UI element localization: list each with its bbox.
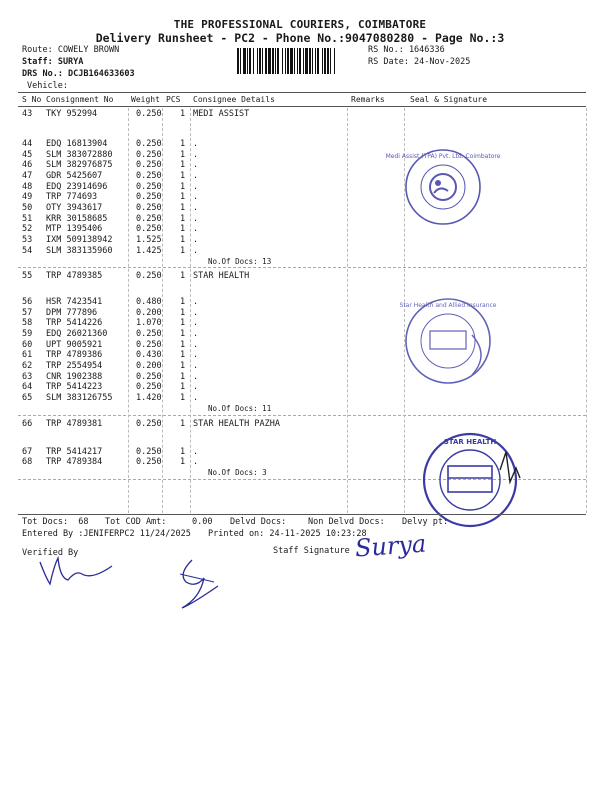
cell-wt: 0.200: [136, 307, 162, 318]
cell-cons: TRP 4789381: [46, 418, 103, 429]
cell-detail: .: [193, 224, 199, 235]
cell-sno: 60: [22, 339, 33, 350]
header-bottom-rule: [18, 106, 586, 107]
printed-on: Printed on: 24-11-2025 10:23:28: [208, 529, 367, 539]
cell-wt: 0.250: [136, 457, 162, 468]
group-docs-count: No.Of Docs: 11: [208, 404, 272, 414]
cell-detail: .: [193, 202, 199, 213]
cell-detail: STAR HEALTH: [193, 271, 250, 282]
vehicle-label: Vehicle:: [27, 81, 68, 91]
cell-wt: 1.425: [136, 245, 162, 256]
cell-sno: 58: [22, 318, 33, 329]
cell-cons: TRP 2554954: [46, 361, 103, 372]
cell-sno: 51: [22, 213, 33, 224]
cell-detail: .: [193, 234, 199, 245]
cell-wt: 0.250: [136, 339, 162, 350]
cell-sno: 68: [22, 457, 33, 468]
cell-detail: .: [193, 181, 199, 192]
column-guide: [586, 108, 587, 513]
cell-detail: .: [193, 371, 199, 382]
cell-detail: .: [193, 350, 199, 361]
tot-docs: Tot Docs: 68: [22, 517, 89, 527]
cell-cons: KRR 30158685: [46, 213, 108, 224]
cell-wt: 0.430: [136, 350, 162, 361]
cell-cons: DPM 777896: [46, 307, 98, 318]
cell-pcs: 1: [180, 350, 186, 361]
cell-wt: 1.525: [136, 234, 162, 245]
cell-cons: MTP 1395406: [46, 224, 103, 235]
cell-detail: .: [193, 393, 199, 403]
cell-pcs: 1: [180, 170, 186, 181]
cell-cons: SLM 382976875: [46, 160, 113, 171]
cell-cons: TRP 5414226: [46, 318, 103, 329]
cell-sno: 65: [22, 393, 33, 403]
cell-sno: 64: [22, 382, 33, 393]
cell-detail: .: [193, 318, 199, 329]
cell-sno: 62: [22, 361, 33, 372]
star-health-stamp-1: [399, 295, 497, 387]
cell-detail: .: [193, 382, 199, 393]
delvd-docs: Delvd Docs:: [230, 517, 287, 527]
column-guide: [347, 108, 348, 513]
cell-sno: 50: [22, 202, 33, 213]
cell-wt: 0.200: [136, 361, 162, 372]
entered-by: Entered By :JENIFERPC2 11/24/2025: [22, 529, 191, 539]
delvy-pt: Delvy pt:: [402, 517, 449, 527]
verifier-signature: [38, 552, 118, 592]
staff-label: Staff: SURYA: [22, 57, 84, 67]
cell-sno: 56: [22, 297, 33, 308]
cell-wt: 1.420: [136, 393, 162, 403]
initial-signature: [172, 556, 222, 612]
cell-wt: 0.250: [136, 213, 162, 224]
cell-wt: 0.250: [136, 170, 162, 181]
cell-wt: 0.250: [136, 192, 162, 203]
cell-wt: 0.480: [136, 297, 162, 308]
cell-cons: GDR 5425607: [46, 170, 103, 181]
cell-pcs: 1: [180, 213, 186, 224]
verified-by-label: Verified By: [22, 548, 79, 558]
col-remarks: Remarks: [351, 95, 385, 104]
cell-detail: .: [193, 329, 199, 340]
cell-detail: .: [193, 213, 199, 224]
cell-sno: 67: [22, 446, 33, 457]
cell-sno: 49: [22, 192, 33, 203]
cell-pcs: 1: [180, 307, 186, 318]
stamp3-text: STAR HEALTH: [443, 438, 497, 446]
cell-detail: .: [193, 457, 199, 468]
cell-cons: SLM 383126755: [46, 393, 113, 403]
cell-sno: 46: [22, 160, 33, 171]
cell-pcs: 1: [180, 329, 186, 340]
cell-pcs: 1: [180, 457, 186, 468]
route-label: Route: COWELY BROWN: [22, 45, 120, 55]
cell-pcs: 1: [180, 109, 186, 119]
cell-detail: .: [193, 446, 199, 457]
drs-label: DRS No.: DCJB164633603: [22, 69, 135, 79]
cell-cons: TRP 4789384: [46, 457, 103, 468]
cell-pcs: 1: [180, 418, 186, 429]
rs-no: RS No.: 1646336: [368, 45, 445, 55]
cell-sno: 66: [22, 418, 33, 429]
staff-signature: Surya: [354, 529, 428, 563]
cell-wt: 1.070: [136, 318, 162, 329]
cell-cons: OTY 3943617: [46, 202, 103, 213]
group-separator: [18, 267, 586, 268]
cell-cons: TRP 774693: [46, 192, 98, 203]
cell-sno: 54: [22, 245, 33, 256]
company-title: THE PROFESSIONAL COURIERS, COIMBATORE: [173, 18, 427, 31]
cell-detail: .: [193, 361, 199, 372]
cell-cons: IXM 509138942: [46, 234, 113, 245]
cell-detail: .: [193, 192, 199, 203]
cell-detail: .: [193, 160, 199, 171]
group-docs-count: No.Of Docs: 13: [208, 256, 272, 266]
column-guide: [162, 108, 163, 513]
cell-sno: 61: [22, 350, 33, 361]
cell-wt: 0.250: [136, 371, 162, 382]
cell-cons: TRP 4789385: [46, 271, 103, 282]
cell-cons: HSR 7423541: [46, 297, 103, 308]
cell-pcs: 1: [180, 318, 186, 329]
tot-cod: Tot COD Amt: 0.00: [105, 517, 213, 527]
barcode: [237, 48, 365, 74]
cell-wt: 0.250: [136, 149, 162, 160]
cell-wt: 0.250: [136, 160, 162, 171]
cell-sno: 44: [22, 139, 33, 149]
cell-pcs: 1: [180, 139, 186, 149]
staff-signature-label: Staff Signature: [273, 546, 350, 556]
cell-wt: 0.250: [136, 224, 162, 235]
cell-wt: 0.250: [136, 329, 162, 340]
col-pcs: PCS: [166, 95, 181, 104]
cell-detail: .: [193, 297, 199, 308]
cell-sno: 45: [22, 149, 33, 160]
col-sno: S No: [22, 95, 42, 104]
cell-wt: 0.250: [136, 139, 162, 149]
cell-pcs: 1: [180, 382, 186, 393]
cell-sno: 57: [22, 307, 33, 318]
cell-pcs: 1: [180, 160, 186, 171]
cell-pcs: 1: [180, 371, 186, 382]
header-top-rule: [18, 92, 586, 93]
cell-sno: 53: [22, 234, 33, 245]
runsheet-subtitle: Delivery Runsheet - PC2 - Phone No.:9047080280 - Page No.:3: [95, 31, 505, 45]
cell-pcs: 1: [180, 446, 186, 457]
group-separator: [18, 415, 586, 416]
cell-sno: 63: [22, 371, 33, 382]
cell-sno: 52: [22, 224, 33, 235]
stamp1-text: Medi Assist (TPA) Pvt. Ltd. Coimbatore: [385, 153, 501, 160]
cell-cons: UPT 9005921: [46, 339, 103, 350]
cell-detail: STAR HEALTH PAZHA: [193, 418, 280, 429]
cell-detail: .: [193, 245, 199, 256]
medi-assist-stamp: [385, 146, 501, 228]
cell-cons: TRP 5414223: [46, 382, 103, 393]
cell-cons: EDQ 26021360: [46, 329, 108, 340]
cell-wt: 0.250: [136, 271, 162, 282]
cell-cons: TKY 952994: [46, 109, 98, 119]
col-consignee: Consignee Details: [193, 95, 275, 104]
cell-pcs: 1: [180, 245, 186, 256]
cell-detail: .: [193, 170, 199, 181]
cell-pcs: 1: [180, 192, 186, 203]
cell-wt: 0.250: [136, 181, 162, 192]
cell-pcs: 1: [180, 393, 186, 403]
non-delvd-docs: Non Delvd Docs:: [308, 517, 385, 527]
cell-detail: MEDI ASSIST: [193, 109, 250, 119]
column-guide: [128, 108, 129, 513]
cell-cons: SLM 383072880: [46, 149, 113, 160]
cell-sno: 55: [22, 271, 33, 282]
cell-pcs: 1: [180, 149, 186, 160]
cell-sno: 59: [22, 329, 33, 340]
cell-cons: TRP 4789386: [46, 350, 103, 361]
cell-wt: 0.250: [136, 202, 162, 213]
cell-sno: 43: [22, 109, 33, 119]
cell-detail: .: [193, 149, 199, 160]
cell-detail: .: [193, 139, 199, 149]
group-docs-count: No.Of Docs: 3: [208, 468, 267, 478]
cell-pcs: 1: [180, 234, 186, 245]
stamp2-text: Star Health and Allied Insurance: [399, 302, 497, 309]
cell-pcs: 1: [180, 181, 186, 192]
col-seal: Seal & Signature: [410, 95, 488, 104]
cell-pcs: 1: [180, 339, 186, 350]
cell-pcs: 1: [180, 297, 186, 308]
cell-sno: 47: [22, 170, 33, 181]
cell-pcs: 1: [180, 271, 186, 282]
cell-cons: EDQ 23914696: [46, 181, 108, 192]
cell-wt: 0.250: [136, 382, 162, 393]
cell-pcs: 1: [180, 224, 186, 235]
star-health-stamp-2: [418, 430, 530, 530]
cell-sno: 48: [22, 181, 33, 192]
cell-cons: EDQ 16813904: [46, 139, 108, 149]
cell-wt: 0.250: [136, 418, 162, 429]
cell-wt: 0.250: [136, 446, 162, 457]
column-guide: [190, 108, 191, 513]
cell-cons: CNR 1902388: [46, 371, 103, 382]
col-weight: Weight: [131, 95, 160, 104]
col-consignment: Consignment No: [46, 95, 114, 104]
cell-cons: TRP 5414217: [46, 446, 103, 457]
cell-detail: .: [193, 339, 199, 350]
cell-pcs: 1: [180, 361, 186, 372]
rs-date: RS Date: 24-Nov-2025: [368, 57, 471, 67]
cell-cons: SLM 383135960: [46, 245, 113, 256]
cell-wt: 0.250: [136, 109, 162, 119]
footer-rule: [18, 514, 586, 515]
cell-detail: .: [193, 307, 199, 318]
cell-pcs: 1: [180, 202, 186, 213]
